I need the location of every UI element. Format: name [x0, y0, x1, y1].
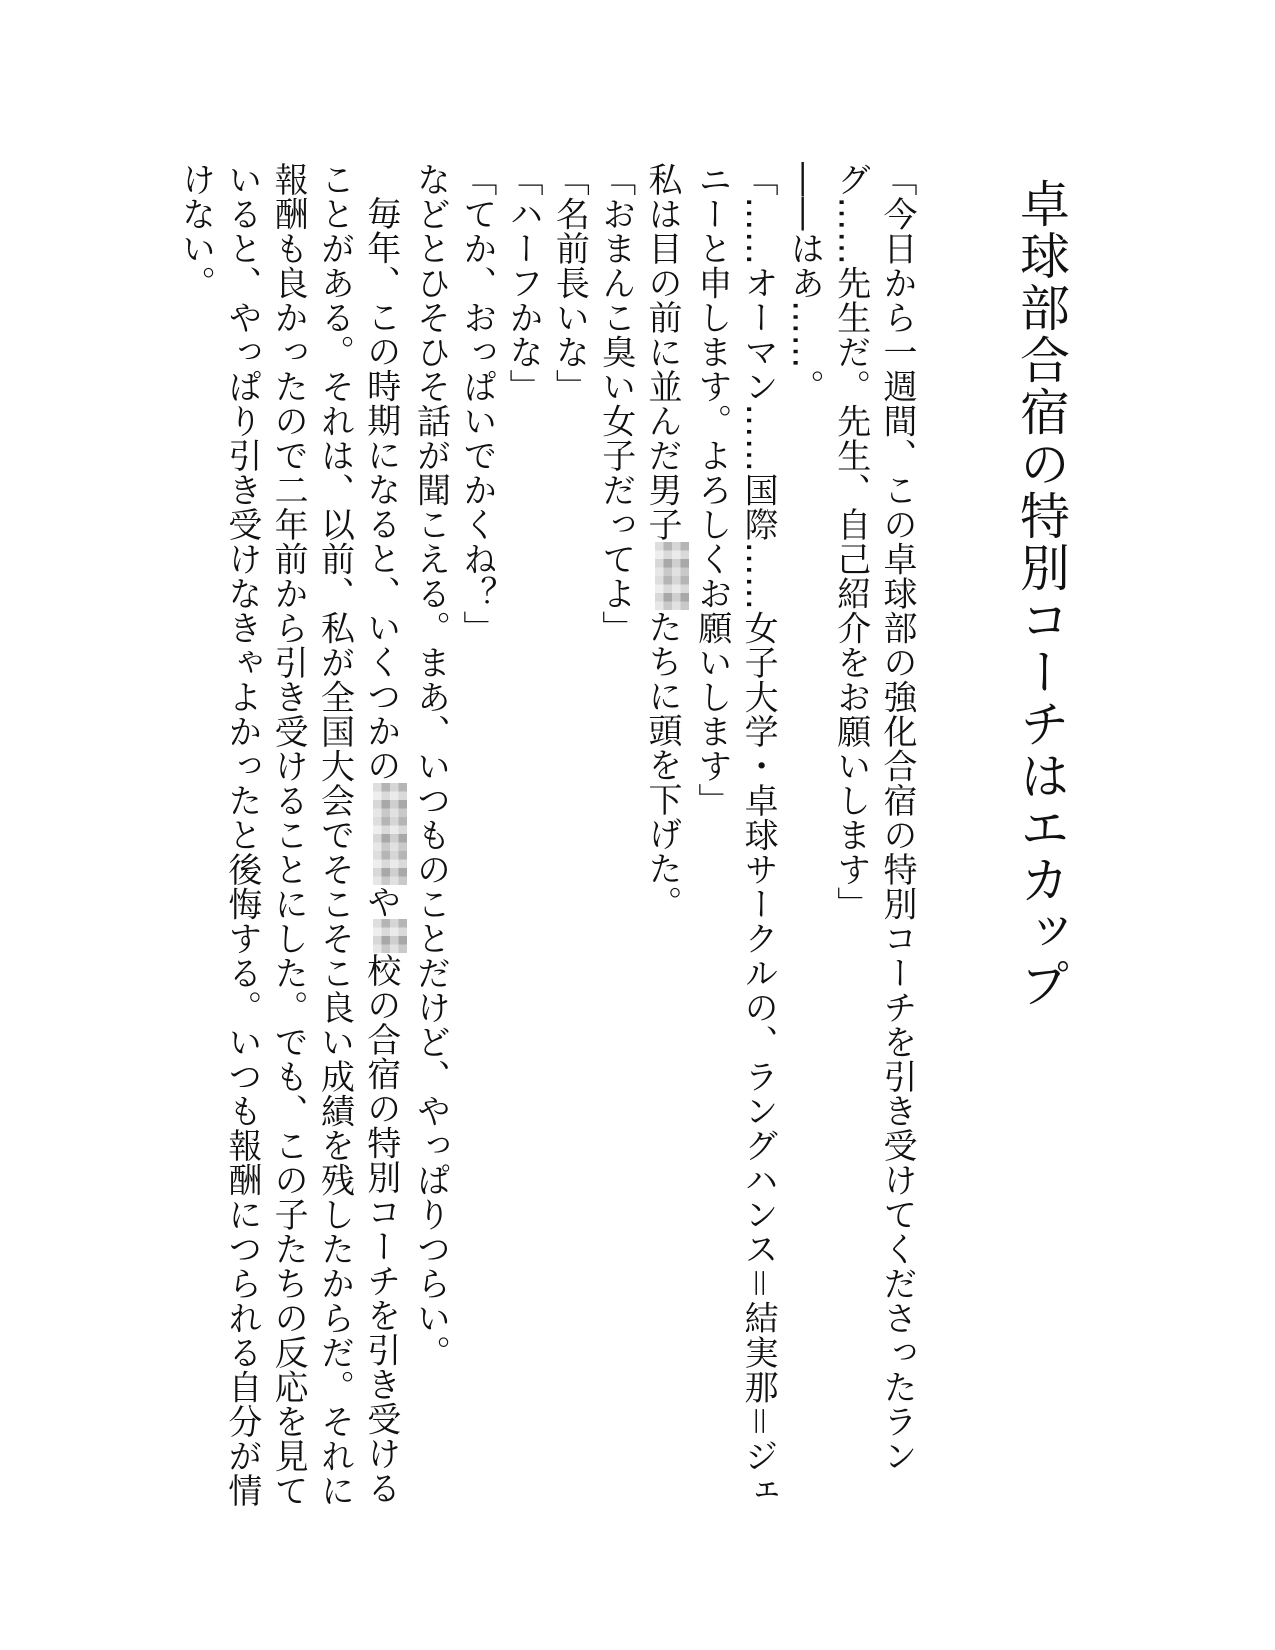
- censored-text-block: [373, 817, 407, 851]
- censored-text-block: [373, 851, 407, 885]
- dialogue-line: 「……オーマン……国際……女子大学・卓球サークルの、ラングハンス＝結実那＝ジェニーと申します。よろしくお願いします」: [691, 162, 779, 1508]
- dialogue-line: 「名前長いな」: [549, 162, 590, 404]
- dialogue-line: 「ハーフかな」: [503, 162, 544, 404]
- narration-line: などとひそひそ話が聞こえる。まあ、いつものことだけど、やっぱりつらい。: [410, 162, 451, 1370]
- dialogue-line: 「おまんこ臭い女子だってよ」: [595, 162, 636, 645]
- censored-text-block: [655, 542, 689, 576]
- narration-paragraph: [172, 162, 407, 1512]
- text-segment: 校の合宿の特別コーチを引き受けることがある。それは、以前、私が全国大会でそこそこ良い成績を残したからだ。それに報酬も良かったので二年前から引き受けることにした。でも、この子たちの反応を見ていると、やっぱり引き受けなきゃよかったと後悔する。いつも報酬につられる自分が情けない。: [175, 162, 401, 1508]
- text-segment: や: [360, 884, 401, 919]
- narration-line: [639, 162, 689, 1512]
- dialogue-line: 「てか、おっぱいでかくね？」: [456, 162, 497, 645]
- text-segment: 毎年、この時期になると、いくつかの: [360, 196, 401, 783]
- narration-line: ――はあ……。: [784, 162, 825, 404]
- text-segment: 私は目の前に並んだ男子: [642, 162, 683, 542]
- dialogue-line: 「今日から一週間、この卓球部の強化合宿の特別コーチを引き受けてくださったラング……先生だ。先生、自己紹介をお願いします」: [830, 162, 917, 1473]
- vertical-text-body: [172, 162, 920, 1512]
- page-title: 卓球部合宿の特別コーチはエカップ: [1012, 178, 1070, 1010]
- censored-text-block: [373, 919, 407, 953]
- text-segment: たちに頭を下げた。: [642, 609, 683, 920]
- censored-text-block: [655, 576, 689, 610]
- censored-text-block: [373, 783, 407, 817]
